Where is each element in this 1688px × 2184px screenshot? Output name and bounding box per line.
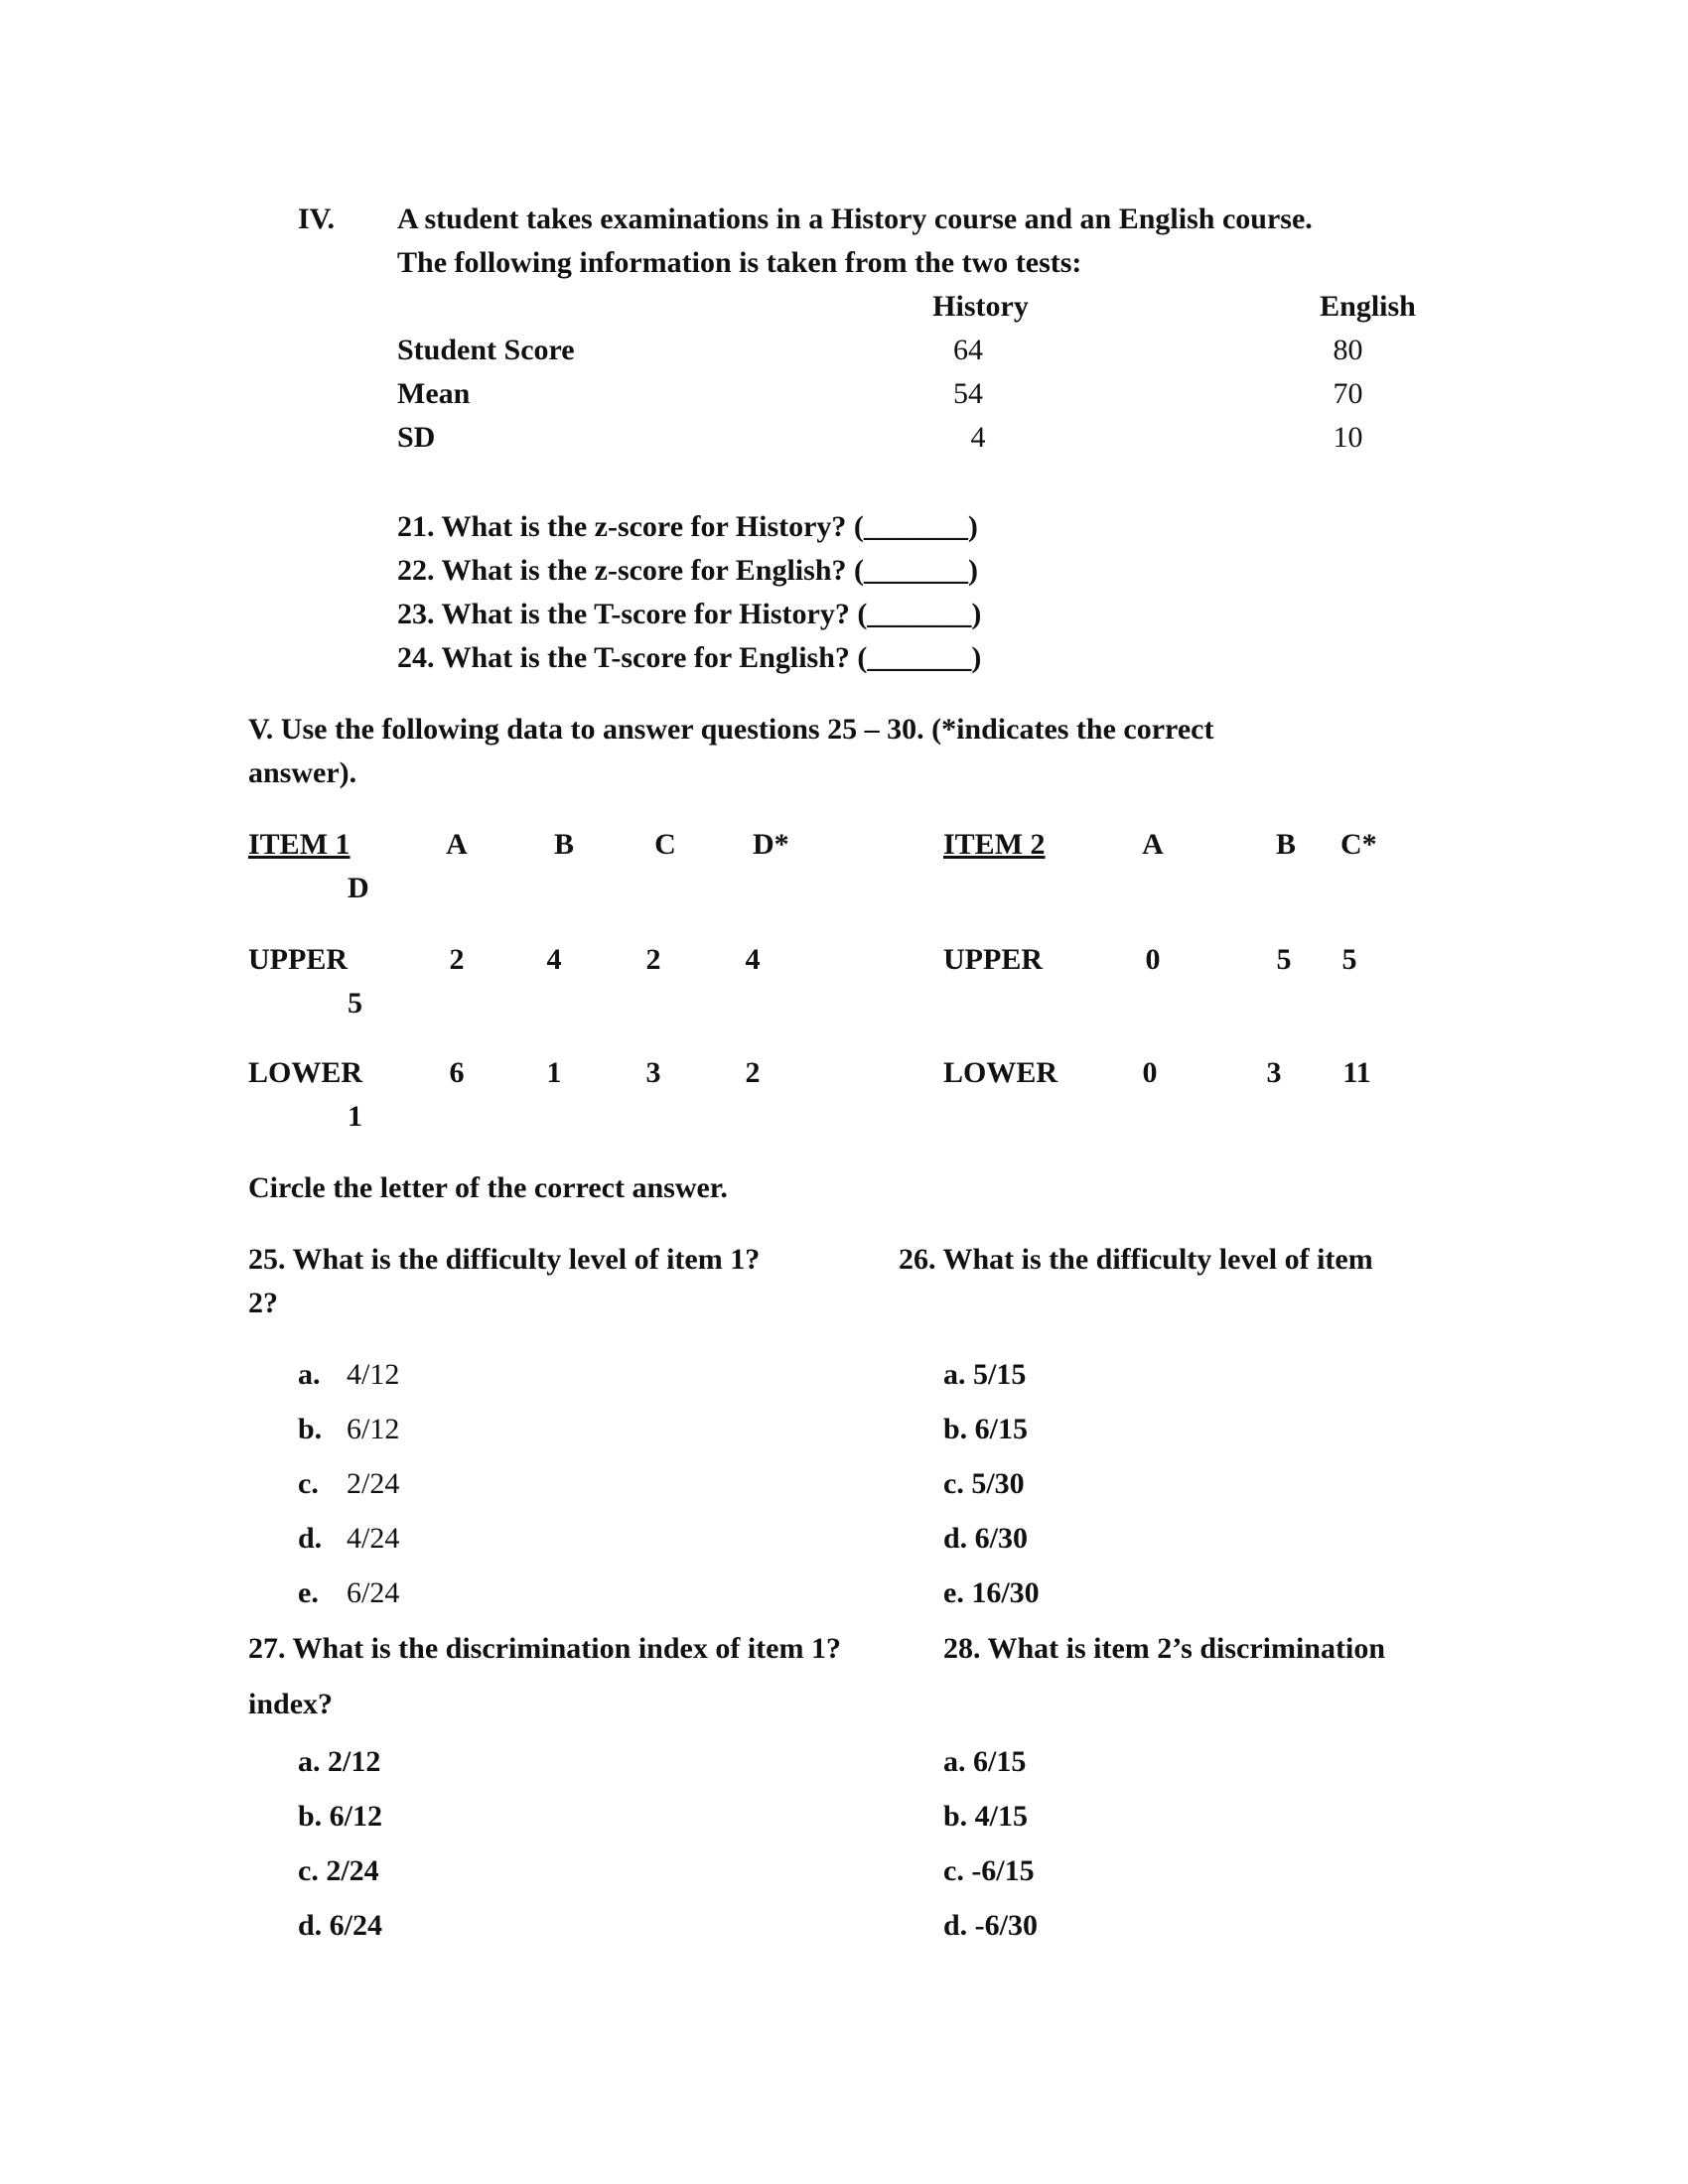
- item2-option-c-correct: C*: [1340, 828, 1377, 861]
- history-sd: 4: [970, 421, 986, 454]
- q25-choice-e-letter: e.: [298, 1576, 319, 1609]
- q27-choice-d: d. 6/24: [298, 1909, 383, 1942]
- item2-upper-c: 5: [1341, 943, 1357, 976]
- question-23: 23. What is the T-score for History? (_______): [397, 598, 982, 630]
- item2-upper-b: 5: [1276, 943, 1292, 976]
- item1-upper-label: UPPER: [248, 943, 348, 976]
- section-v-intro-line1: V. Use the following data to answer questions 25 – 30. (*indicates the correct: [248, 713, 1214, 746]
- question-28-stem-continued: index?: [248, 1688, 334, 1720]
- q25-choice-d: 4/24: [347, 1522, 400, 1555]
- q25-choice-c-letter: c.: [298, 1467, 319, 1500]
- item1-lower-d: 1: [348, 1100, 362, 1133]
- q26-choice-b: b. 6/15: [943, 1413, 1029, 1445]
- section-iv-intro-line1: A student takes examinations in a History course and an English course.: [397, 203, 1313, 235]
- q28-choice-a: a. 6/15: [943, 1745, 1027, 1778]
- q28-choice-d: d. -6/30: [943, 1909, 1039, 1942]
- item2-lower-a: 0: [1142, 1056, 1158, 1089]
- q26-choice-d: d. 6/30: [943, 1522, 1029, 1555]
- question-28-stem: 28. What is item 2’s discrimination: [943, 1632, 1386, 1665]
- q25-choice-a-letter: a.: [298, 1358, 321, 1391]
- question-24: 24. What is the T-score for English? (_______): [397, 641, 982, 674]
- row-label-student-score: Student Score: [397, 334, 575, 366]
- instruction: Circle the letter of the correct answer.: [248, 1171, 728, 1204]
- english-student-score: 80: [1333, 334, 1363, 366]
- section-iv-intro-line2: The following information is taken from the two tests:: [397, 246, 1082, 279]
- q25-choice-c: 2/24: [347, 1467, 400, 1500]
- question-26-stem: 26. What is the difficulty level of item: [899, 1243, 1373, 1276]
- item1-upper-d-correct: 4: [745, 943, 761, 976]
- item1-lower-b: 1: [546, 1056, 562, 1089]
- item1-upper-d: 5: [348, 987, 362, 1020]
- item1-option-b: B: [553, 828, 574, 861]
- q28-choice-c: c. -6/15: [943, 1854, 1035, 1887]
- item2-option-a: A: [1142, 828, 1164, 861]
- item1-option-d: D: [348, 872, 369, 904]
- question-25-stem: 25. What is the difficulty level of item 1?: [248, 1243, 761, 1276]
- question-21: 21. What is the z-score for History? (_______): [397, 510, 978, 543]
- q25-choice-b-letter: b.: [298, 1413, 323, 1445]
- q25-choice-d-letter: d.: [298, 1522, 323, 1555]
- q28-choice-b: b. 4/15: [943, 1800, 1029, 1833]
- item1-lower-a: 6: [449, 1056, 465, 1089]
- question-22: 22. What is the z-score for English? (_______): [397, 554, 978, 587]
- item2-lower-label: LOWER: [943, 1056, 1058, 1089]
- item2-lower-c: 11: [1342, 1056, 1371, 1089]
- question-26-stem-continued: 2?: [248, 1287, 278, 1319]
- row-label-sd: SD: [397, 421, 436, 454]
- item2-upper-a: 0: [1145, 943, 1161, 976]
- q25-choice-a: 4/12: [347, 1358, 400, 1391]
- history-student-score: 64: [953, 334, 983, 366]
- question-27-stem: 27. What is the discrimination index of item 1?: [248, 1632, 841, 1665]
- english-mean: 70: [1333, 377, 1363, 410]
- item1-lower-d-correct: 2: [745, 1056, 761, 1089]
- history-column-header: History: [932, 290, 1029, 323]
- q26-choice-e: e. 16/30: [943, 1576, 1040, 1609]
- item1-upper-b: 4: [546, 943, 562, 976]
- item1-option-c: C: [654, 828, 676, 861]
- q26-choice-c: c. 5/30: [943, 1467, 1025, 1500]
- q26-choice-a: a. 5/15: [943, 1358, 1027, 1391]
- item2-upper-label: UPPER: [943, 943, 1043, 976]
- q25-choice-b: 6/12: [347, 1413, 400, 1445]
- item1-lower-label: LOWER: [248, 1056, 363, 1089]
- section-iv-numeral: IV.: [298, 203, 335, 235]
- item2-lower-b: 3: [1266, 1056, 1282, 1089]
- item1-option-d-correct: D*: [753, 828, 789, 861]
- item1-upper-a: 2: [449, 943, 465, 976]
- item1-title: ITEM 1: [248, 828, 351, 861]
- item1-lower-c: 3: [645, 1056, 661, 1089]
- item1-upper-c: 2: [645, 943, 661, 976]
- history-mean: 54: [953, 377, 983, 410]
- q27-choice-c: c. 2/24: [298, 1854, 379, 1887]
- item1-option-a: A: [446, 828, 468, 861]
- q27-choice-a: a. 2/12: [298, 1745, 381, 1778]
- english-column-header: English: [1320, 290, 1416, 323]
- q25-choice-e: 6/24: [347, 1576, 400, 1609]
- section-v-intro-line2: answer).: [248, 756, 357, 789]
- row-label-mean: Mean: [397, 377, 471, 410]
- item2-option-b: B: [1275, 828, 1296, 861]
- english-sd: 10: [1333, 421, 1363, 454]
- item2-title: ITEM 2: [943, 828, 1046, 861]
- q27-choice-b: b. 6/12: [298, 1800, 383, 1833]
